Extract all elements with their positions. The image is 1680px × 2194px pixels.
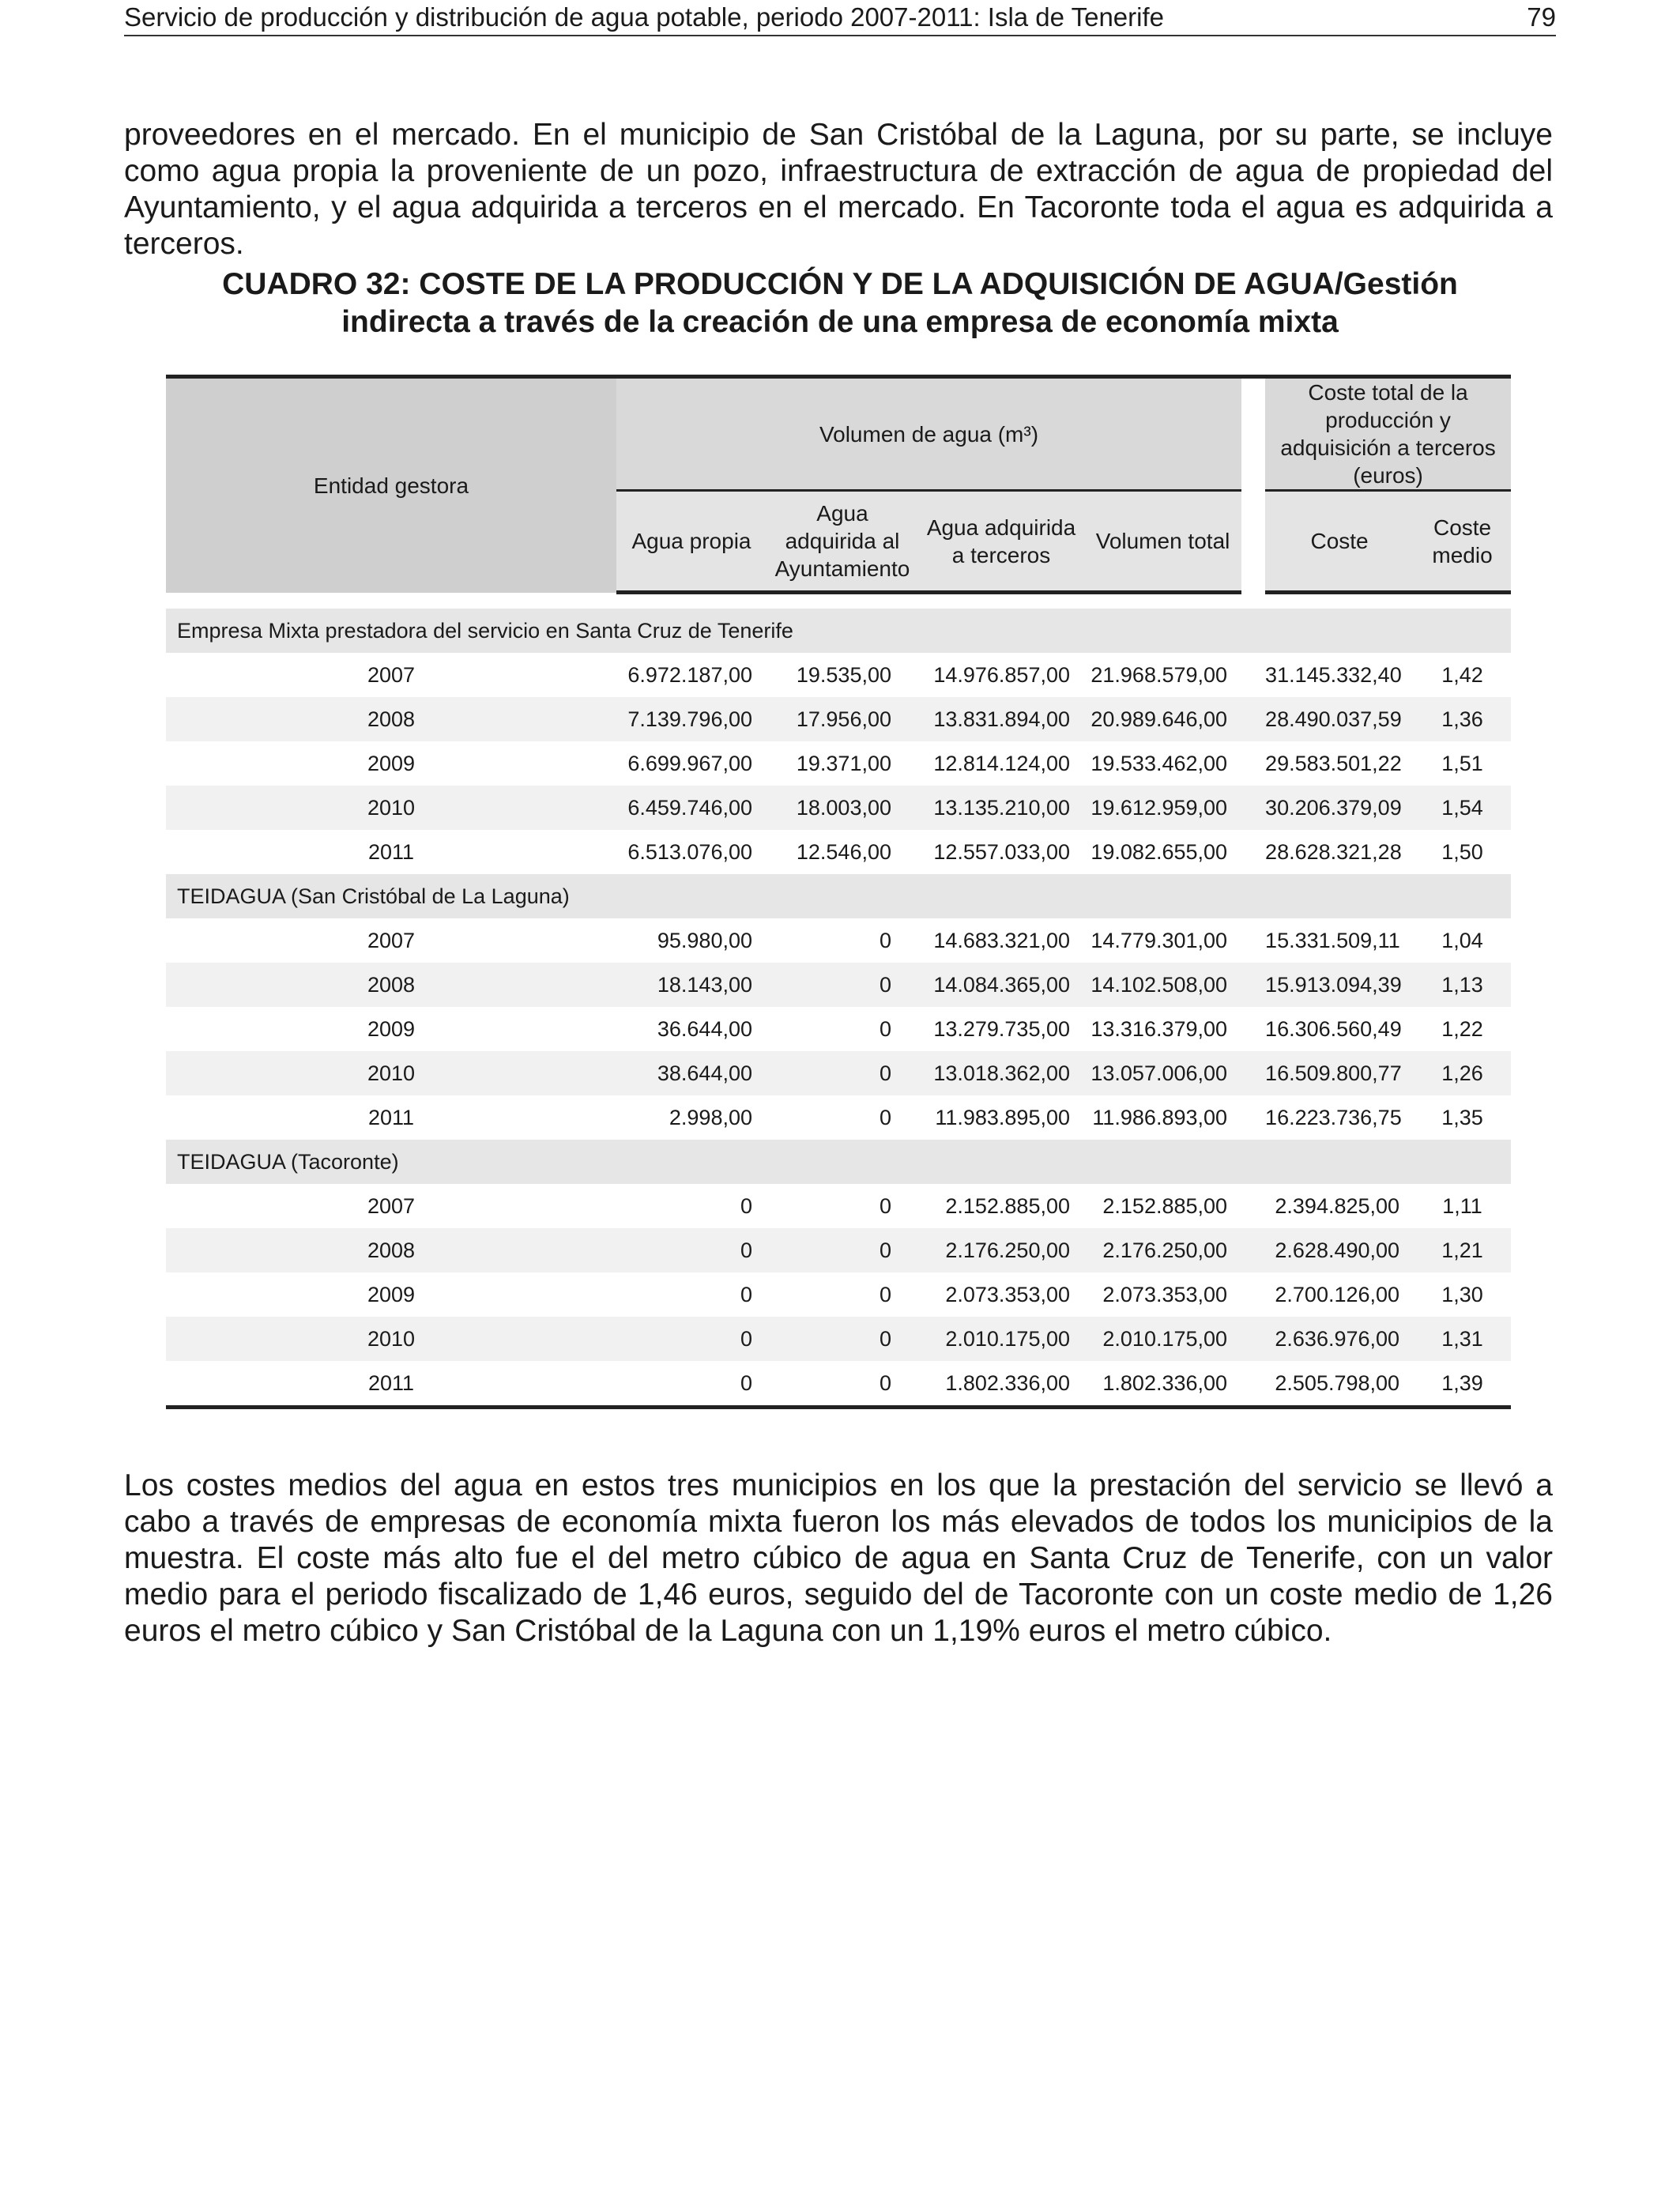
table-row <box>166 697 1511 741</box>
volumen-total-cell: 13.316.379,00 <box>1090 1016 1228 1041</box>
group-name: TEIDAGUA (San Cristóbal de La Laguna) <box>166 874 1511 918</box>
agua-propia-cell: 0 <box>616 1361 767 1408</box>
volumen-total-cell: 1.802.336,00 <box>1084 1361 1241 1408</box>
header-agua-terceros: Agua adquirida a terceros <box>918 491 1084 593</box>
table-row <box>166 1051 1511 1095</box>
agua-ayuntamiento-cell: 12.546,00 <box>796 839 891 864</box>
coste-medio-cell: 1,26 <box>1414 1051 1511 1095</box>
group-row <box>166 609 1511 653</box>
table-row <box>166 786 1511 830</box>
coste-cell: 29.583.501,22 <box>1265 751 1402 775</box>
coste-medio-cell: 1,39 <box>1414 1361 1511 1408</box>
agua-terceros-cell: 2.073.353,00 <box>945 1282 1070 1306</box>
gap-cell <box>1241 653 1265 697</box>
agua-ayuntamiento-cell: 0 <box>767 963 918 1007</box>
year-cell: 2008 <box>166 963 616 1007</box>
coste-cell: 2.700.126,00 <box>1275 1282 1400 1306</box>
agua-terceros-cell: 1.802.336,00 <box>918 1361 1084 1408</box>
coste-medio-cell: 1,42 <box>1441 662 1483 687</box>
header-entidad-gestora: Entidad gestora <box>166 377 616 593</box>
agua-ayuntamiento-cell: 0 <box>767 1051 918 1095</box>
table-row <box>166 1361 1511 1408</box>
coste-medio-cell: 1,31 <box>1414 1317 1511 1361</box>
gap-cell <box>1241 830 1265 874</box>
agua-terceros-cell: 14.084.365,00 <box>918 963 1084 1007</box>
group-name: Empresa Mixta prestadora del servicio en Santa Cruz de Tenerife <box>166 609 1511 653</box>
coste-cell: 16.306.560,49 <box>1265 1016 1402 1041</box>
table-row <box>166 1228 1511 1272</box>
agua-propia-cell: 6.459.746,00 <box>616 786 767 830</box>
volumen-total-cell: 21.968.579,00 <box>1090 662 1228 687</box>
coste-cell: 15.331.509,11 <box>1265 928 1400 952</box>
header-volumen-total: Volumen total <box>1084 491 1241 593</box>
coste-medio-cell: 1,36 <box>1414 697 1511 741</box>
agua-terceros-cell: 2.152.885,00 <box>945 1193 1070 1218</box>
header-coste-total: Coste total de la producción y adquisición a terceros (euros) <box>1265 377 1511 491</box>
year-cell: 2011 <box>367 1105 415 1129</box>
gap-cell <box>1241 741 1265 786</box>
table-title <box>124 266 1556 341</box>
gap-cell <box>1241 1051 1265 1095</box>
agua-terceros-cell: 12.814.124,00 <box>933 751 1070 775</box>
agua-terceros-cell: 12.557.033,00 <box>933 839 1070 864</box>
agua-ayuntamiento-cell: 0 <box>879 1193 891 1218</box>
agua-ayuntamiento-cell: 0 <box>879 1105 891 1129</box>
agua-terceros-cell: 2.010.175,00 <box>918 1317 1084 1361</box>
gap-cell <box>1241 1007 1265 1051</box>
volumen-total-cell: 19.533.462,00 <box>1090 751 1228 775</box>
volumen-total-cell: 2.152.885,00 <box>1102 1193 1228 1218</box>
gap-cell <box>1241 1228 1265 1272</box>
coste-medio-cell: 1,54 <box>1414 786 1511 830</box>
table-title-line2: indirecta a través de la creación de una empresa de economía mixta <box>341 305 1339 339</box>
year-cell: 2011 <box>367 839 415 864</box>
agua-terceros-cell: 14.976.857,00 <box>933 662 1070 687</box>
agua-propia-cell: 6.699.967,00 <box>627 751 752 775</box>
coste-medio-cell: 1,22 <box>1441 1016 1483 1041</box>
agua-propia-cell: 0 <box>616 1317 767 1361</box>
year-cell: 2010 <box>166 786 616 830</box>
header-gap <box>1241 377 1265 593</box>
agua-propia-cell: 18.143,00 <box>616 963 767 1007</box>
table-row <box>166 1184 1511 1228</box>
header-agua-ayuntamiento: Agua adquirida al Ayuntamiento <box>767 491 918 593</box>
year-cell: 2009 <box>367 1282 416 1306</box>
agua-ayuntamiento-cell: 0 <box>879 1282 891 1306</box>
volumen-total-cell: 20.989.646,00 <box>1084 697 1241 741</box>
coste-medio-cell: 1,50 <box>1441 839 1483 864</box>
volumen-total-cell: 19.612.959,00 <box>1084 786 1241 830</box>
agua-propia-cell: 7.139.796,00 <box>616 697 767 741</box>
gap-cell <box>1241 786 1265 830</box>
group-name: TEIDAGUA (Tacoronte) <box>166 1140 1511 1184</box>
agua-propia-cell: 6.972.187,00 <box>627 662 752 687</box>
agua-terceros-cell: 13.018.362,00 <box>918 1051 1084 1095</box>
agua-ayuntamiento-cell: 0 <box>879 1016 891 1041</box>
intro-paragraph: proveedores en el mercado. En el municipio de San Cristóbal de la Laguna, por su parte, se incluye como agua propia la proveniente de un pozo, infraestructura de extracción de agua de propiedad del Ayuntamiento, y el agua adquirida a terceros en el mercado. En Tacoronte toda el agua es adquirida a terceros. <box>124 118 1553 261</box>
closing-paragraph: Los costes medios del agua en estos tres municipios en los que la prestación del servicio se llevó a cabo a través de empresas de economía mixta fueron los más elevados de todos los municipios de la muestra. El coste más alto fue el del metro cúbico de agua en Santa Cruz de Tenerife, con un valor medio para el periodo fiscalizado de 1,46 euros, seguido del de Tacoronte con un coste medio de 1,26 euros el metro cúbico y San Cristóbal de la Laguna con un 1,19% euros el metro cúbico. <box>124 1468 1553 1648</box>
table-row <box>166 1272 1511 1317</box>
table-row <box>166 653 1511 697</box>
gap-cell <box>1241 1361 1265 1408</box>
table-row <box>166 918 1511 963</box>
coste-cell: 15.913.094,39 <box>1265 963 1414 1007</box>
agua-terceros-cell: 13.135.210,00 <box>918 786 1084 830</box>
table-body <box>166 593 1511 1408</box>
agua-propia-cell: 36.644,00 <box>657 1016 752 1041</box>
year-cell: 2007 <box>367 928 416 952</box>
agua-terceros-cell: 14.683.321,00 <box>933 928 1070 952</box>
coste-medio-cell: 1,04 <box>1441 928 1483 952</box>
year-cell: 2010 <box>166 1051 616 1095</box>
header-coste: Coste <box>1265 491 1414 593</box>
volumen-total-cell: 2.176.250,00 <box>1084 1228 1241 1272</box>
agua-propia-cell: 0 <box>616 1228 767 1272</box>
gap-cell <box>1241 1095 1265 1140</box>
coste-cell: 2.394.825,00 <box>1275 1193 1400 1218</box>
page-number: 79 <box>1527 2 1556 32</box>
header-volumen-agua: Volumen de agua (m³) <box>616 377 1241 491</box>
coste-medio-cell: 1,51 <box>1441 751 1483 775</box>
year-cell: 2008 <box>166 697 616 741</box>
agua-propia-cell: 95.980,00 <box>657 928 752 952</box>
year-cell: 2008 <box>166 1228 616 1272</box>
volumen-total-cell: 13.057.006,00 <box>1084 1051 1241 1095</box>
year-cell: 2009 <box>367 751 416 775</box>
year-cell: 2007 <box>367 1193 416 1218</box>
agua-propia-cell: 2.998,00 <box>669 1105 752 1129</box>
coste-cell: 31.145.332,40 <box>1265 662 1402 687</box>
coste-cell: 2.505.798,00 <box>1265 1361 1414 1408</box>
group-row <box>166 874 1511 918</box>
agua-terceros-cell: 2.176.250,00 <box>918 1228 1084 1272</box>
table-row <box>166 1095 1511 1140</box>
table-row <box>166 1007 1511 1051</box>
agua-ayuntamiento-cell: 19.371,00 <box>796 751 891 775</box>
table-row <box>166 963 1511 1007</box>
agua-ayuntamiento-cell: 0 <box>767 1317 918 1361</box>
year-cell: 2010 <box>166 1317 616 1361</box>
coste-medio-cell: 1,13 <box>1414 963 1511 1007</box>
coste-cell: 30.206.379,09 <box>1265 786 1414 830</box>
coste-cell: 16.509.800,77 <box>1265 1051 1414 1095</box>
coste-cell: 16.223.736,75 <box>1265 1105 1402 1129</box>
gap-cell <box>1241 697 1265 741</box>
volumen-total-cell: 14.102.508,00 <box>1084 963 1241 1007</box>
agua-ayuntamiento-cell: 0 <box>767 1228 918 1272</box>
table-title-line1: CUADRO 32: COSTE DE LA PRODUCCIÓN Y DE LA ADQUISICIÓN DE AGUA/Gestión <box>222 267 1458 301</box>
agua-propia-cell: 38.644,00 <box>616 1051 767 1095</box>
cost-table <box>166 375 1511 1409</box>
year-cell: 2007 <box>367 662 416 687</box>
page-header <box>124 0 1556 36</box>
gap-cell <box>1241 1317 1265 1361</box>
table-row <box>166 1317 1511 1361</box>
agua-ayuntamiento-cell: 0 <box>767 1361 918 1408</box>
year-cell: 2009 <box>367 1016 416 1041</box>
agua-propia-cell: 6.513.076,00 <box>627 839 752 864</box>
coste-cell: 28.490.037,59 <box>1265 697 1414 741</box>
table-row <box>166 741 1511 786</box>
gap-cell <box>1241 918 1265 963</box>
volumen-total-cell: 19.082.655,00 <box>1090 839 1228 864</box>
gap-cell <box>1241 1184 1265 1228</box>
coste-medio-cell: 1,35 <box>1441 1105 1483 1129</box>
volumen-total-cell: 11.986.893,00 <box>1092 1105 1228 1129</box>
agua-ayuntamiento-cell: 19.535,00 <box>796 662 891 687</box>
agua-propia-cell: 0 <box>740 1193 752 1218</box>
agua-terceros-cell: 13.831.894,00 <box>918 697 1084 741</box>
coste-medio-cell: 1,11 <box>1442 1193 1482 1218</box>
table-spacer <box>166 593 1511 609</box>
table-row <box>166 830 1511 874</box>
table-spacer-cell <box>166 593 1511 609</box>
coste-cell: 2.628.490,00 <box>1265 1228 1414 1272</box>
agua-propia-cell: 0 <box>740 1282 752 1306</box>
gap-cell <box>1241 1272 1265 1317</box>
volumen-total-cell: 14.779.301,00 <box>1090 928 1228 952</box>
coste-medio-cell: 1,30 <box>1441 1282 1483 1306</box>
coste-medio-cell: 1,21 <box>1414 1228 1511 1272</box>
year-cell: 2011 <box>166 1361 616 1408</box>
coste-cell: 28.628.321,28 <box>1265 839 1402 864</box>
coste-cell: 2.636.976,00 <box>1265 1317 1414 1361</box>
volumen-total-cell: 2.010.175,00 <box>1084 1317 1241 1361</box>
agua-ayuntamiento-cell: 17.956,00 <box>767 697 918 741</box>
volumen-total-cell: 2.073.353,00 <box>1102 1282 1228 1306</box>
group-row <box>166 1140 1511 1184</box>
gap-cell <box>1241 963 1265 1007</box>
agua-terceros-cell: 11.983.895,00 <box>935 1105 1070 1129</box>
running-title: Servicio de producción y distribución de agua potable, periodo 2007-2011: Isla de Tenerife <box>124 2 1164 32</box>
agua-ayuntamiento-cell: 0 <box>879 928 891 952</box>
header-agua-propia: Agua propia <box>616 491 767 593</box>
agua-ayuntamiento-cell: 18.003,00 <box>767 786 918 830</box>
header-coste-medio: Coste medio <box>1414 491 1511 593</box>
agua-terceros-cell: 13.279.735,00 <box>933 1016 1070 1041</box>
